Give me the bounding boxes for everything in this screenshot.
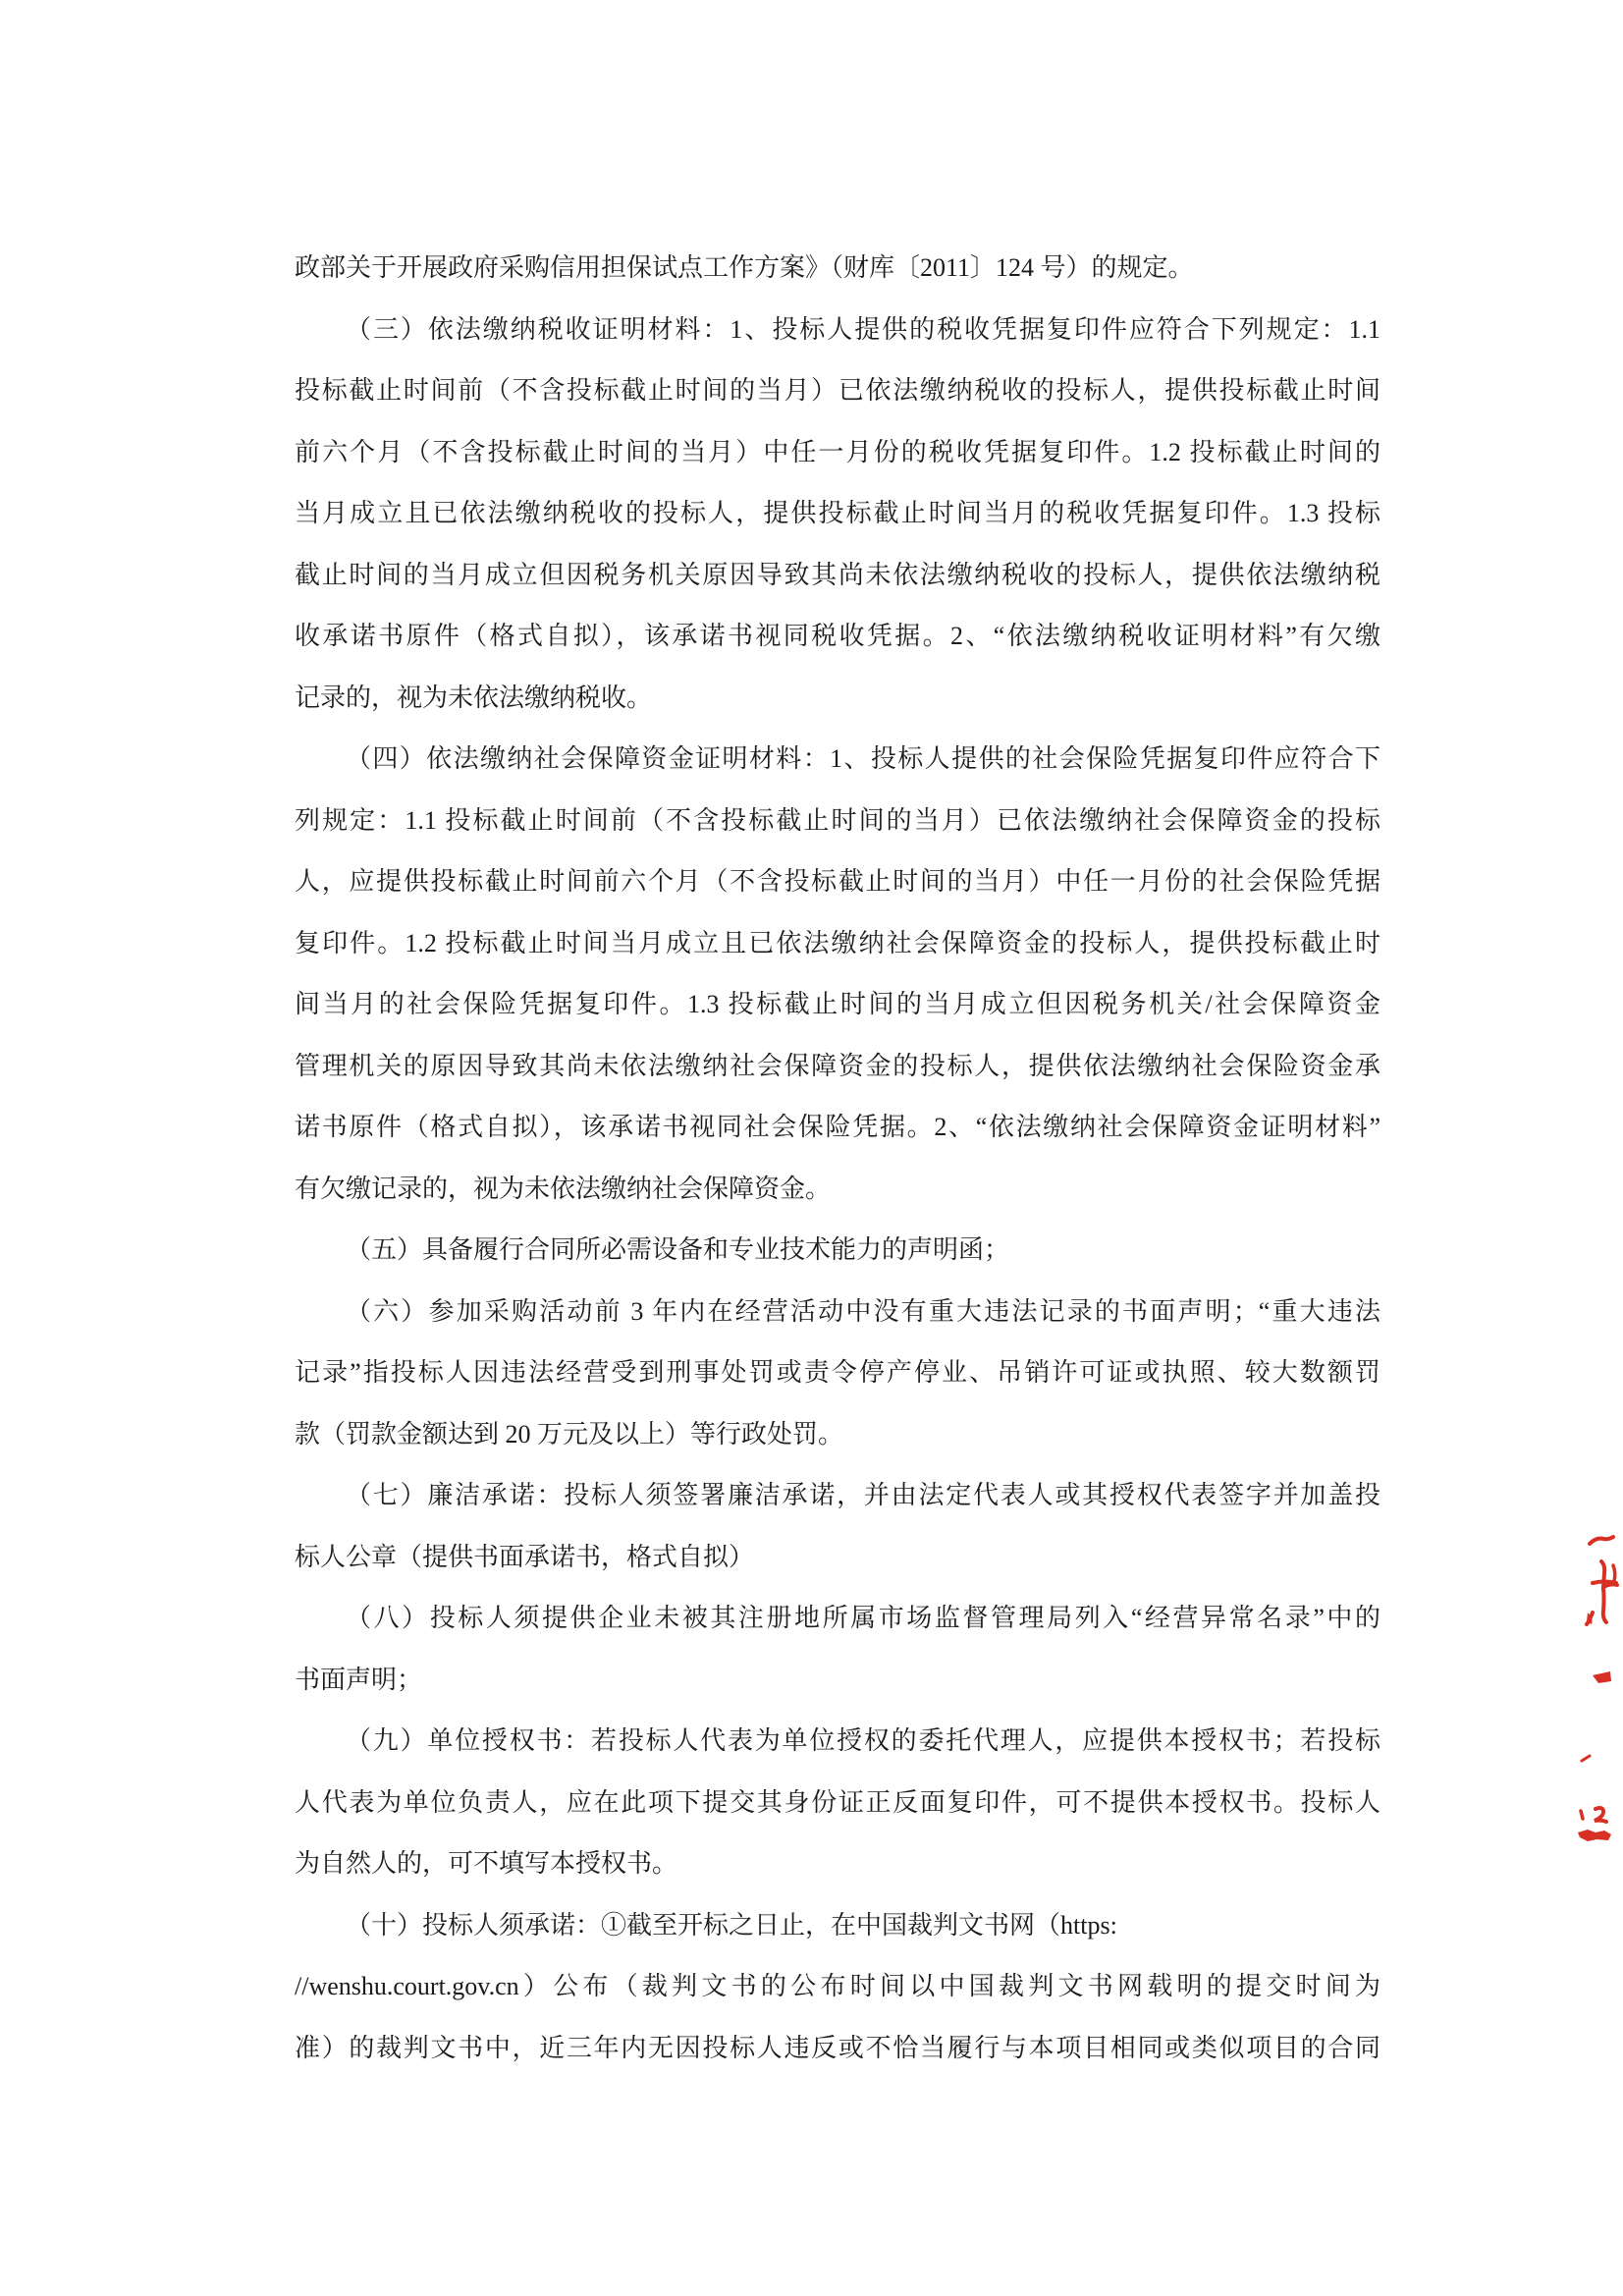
red-ink-mark-2 <box>1593 1671 1611 1683</box>
document-line: 政部关于开展政府采购信用担保试点工作方案》（财库〔2011〕124 号）的规定。 <box>295 253 1194 282</box>
document-line: 记录”指投标人因违法经营受到刑事处罚或责令停产停业、吊销许可证或执照、较大数额罚 <box>295 1358 1380 1387</box>
document-line: 款（罚款金额达到 20 万元及以上）等行政处罚。 <box>295 1419 844 1449</box>
document-line: 收承诺书原件（格式自拟），该承诺书视同税收凭据。2、“依法缴纳税收证明材料”有欠缴 <box>295 622 1380 650</box>
red-ink-mark-1 <box>1587 1537 1617 1624</box>
document-line: 截止时间的当月成立但因税务机关原因导致其尚未依法缴纳税收的投标人，提供依法缴纳税 <box>295 560 1380 589</box>
document-line: 为自然人的，可不填写本授权书。 <box>295 1849 678 1878</box>
document-line: 记录的，视为未依法缴纳税收。 <box>295 683 653 712</box>
document-line: 准）的裁判文书中，近三年内无因投标人违反或不恰当履行与本项目相同或类似项目的合同 <box>295 2033 1380 2062</box>
document-line: 投标截止时间前（不含投标截止时间的当月）已依法缴纳税收的投标人，提供投标截止时间 <box>295 376 1380 405</box>
document-line: //wenshu.court.gov.cn）公布（裁判文书的公布时间以中国裁判文书网载明的提交时间为 <box>295 1972 1380 2000</box>
document-line: 标人公章（提供书面承诺书，格式自拟） <box>295 1542 755 1571</box>
document-line: 当月成立且已依法缴纳税收的投标人，提供投标截止时间当月的税收凭据复印件。1.3 投标 <box>295 499 1380 527</box>
document-text-block <box>295 238 1380 2079</box>
document-line: （五）具备履行合同所必需设备和专业技术能力的声明函； <box>346 1235 1010 1264</box>
document-line: 前六个月（不含投标截止时间的当月）中任一月份的税收凭据复印件。1.2 投标截止时间的 <box>295 437 1380 466</box>
document-line: 诺书原件（格式自拟），该承诺书视同社会保险凭据。2、“依法缴纳社会保障资金证明材料” <box>295 1113 1380 1141</box>
document-line: （十）投标人须承诺：①截至开标之日止，在中国裁判文书网（https: <box>346 1910 1117 1940</box>
document-line: （六）参加采购活动前 3 年内在经营活动中没有重大违法记录的书面声明；“重大违法 <box>346 1296 1380 1326</box>
document-line: （三）依法缴纳税收证明材料：1、投标人提供的税收凭据复印件应符合下列规定：1.1 <box>346 314 1380 344</box>
document-line: 人代表为单位负责人，应在此项下提交其身份证正反面复印件，可不提供本授权书。投标人 <box>295 1787 1380 1817</box>
document-line: 人，应提供投标截止时间前六个月（不含投标截止时间的当月）中任一月份的社会保险凭据 <box>295 867 1380 896</box>
document-line: 有欠缴记录的，视为未依法缴纳社会保障资金。 <box>295 1174 832 1203</box>
document-line: （九）单位授权书：若投标人代表为单位授权的委托代理人，应提供本授权书；若投标 <box>346 1726 1380 1755</box>
document-line: 书面声明； <box>295 1665 423 1694</box>
red-ink-mark-3 <box>1582 1756 1590 1761</box>
red-ink-mark-4 <box>1578 1808 1611 1841</box>
document-line: 间当月的社会保险凭据复印件。1.3 投标截止时间的当月成立但因税务机关/社会保障资金 <box>295 990 1380 1018</box>
document-line: （七）廉洁承诺：投标人须签署廉洁承诺，并由法定代表人或其授权代表签字并加盖投 <box>346 1481 1380 1509</box>
document-line: （四）依法缴纳社会保障资金证明材料：1、投标人提供的社会保险凭据复印件应符合下 <box>346 744 1380 773</box>
document-line: 管理机关的原因导致其尚未依法缴纳社会保障资金的投标人，提供依法缴纳社会保险资金承 <box>295 1051 1380 1080</box>
document-line: 复印件。1.2 投标截止时间当月成立且已依法缴纳社会保障资金的投标人，提供投标截止时 <box>295 928 1380 957</box>
document-line: 列规定：1.1 投标截止时间前（不含投标截止时间的当月）已依法缴纳社会保障资金的投标 <box>295 805 1380 835</box>
red-ink-marks <box>1566 1522 1623 1846</box>
document-line: （八）投标人须提供企业未被其注册地所属市场监督管理局列入“经营异常名录”中的 <box>346 1604 1380 1632</box>
